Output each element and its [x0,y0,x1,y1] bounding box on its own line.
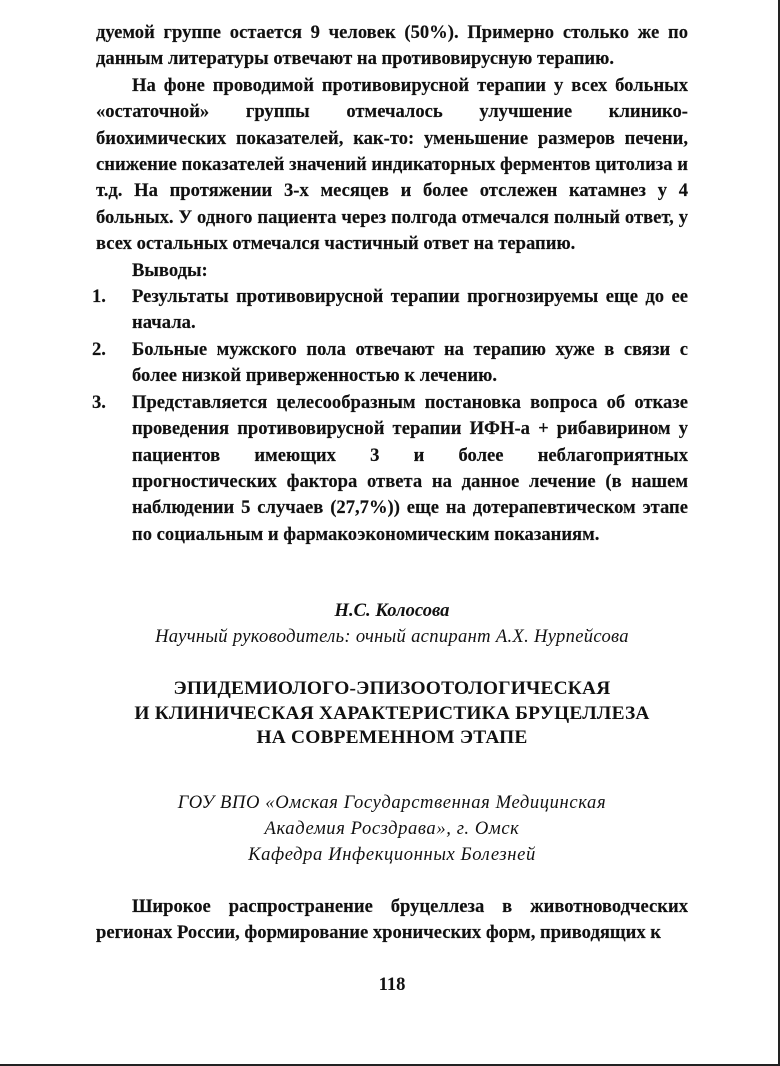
conclusions-list [92,284,688,548]
conclusion-item [92,390,688,548]
article-author: Н.С. Колосова [334,600,450,621]
conclusion-number: 3. [92,391,106,413]
article-title [90,677,694,751]
affiliation-line: Кафедра Инфекционных Болезней [248,844,536,865]
conclusion-item [92,337,688,390]
conclusions-heading: Выводы: [132,259,208,281]
article-title-line: ЭПИДЕМИОЛОГО-ЭПИЗООТОЛОГИЧЕСКАЯ [173,678,611,699]
article-body [96,894,688,947]
paragraph-therapy-results: На фоне проводимой противовирусной терапии у всех больных «остаточной» группы отмечалось улучшение клинико-биохимических показателей, как-то: уменьшение размеров печени, снижение показателей значений индикаторных ферментов цитолиза и т.д. На протяжении 3-х месяцев и более отслежен катамнез у 4 больных. У одного пациента через полгода отмечался полный ответ, у всех остальных отмечался частичный ответ на терапию. [96,74,688,255]
page-number: 118 [378,974,406,995]
article-title-line: И КЛИНИЧЕСКАЯ ХАРАКТЕРИСТИКА БРУЦЕЛЛЕЗА [134,702,650,724]
affiliation-line: ГОУ ВПО «Омская Государственная Медицинская [177,792,607,813]
document-page [92,20,688,995]
affiliation-line: Академия Росздрава», г. Омск [264,818,520,839]
paragraph-continuation: дуемой группе остается 9 человек (50%). Примерно столько же по данным литературы отвечают на противовирусную терапию. [96,22,688,70]
conclusion-number: 2. [92,338,106,360]
conclusion-item [92,284,688,337]
conclusion-number: 1. [92,286,106,308]
conclusion-text: Представляется целесообразным постановка вопроса об отказе проведения противовирусной терапии ИФН-а + рибавирином у пациентов имеющих 3 и более неблагоприятных прогностических фактора ответа на данное лечение (в нашем наблюдении 5 случаев (27,7%)) еще на дотерапевтическом этапе по социальным и фармакоэкономическим показаниям. [132,391,688,545]
conclusion-text: Результаты противовирусной терапии прогнозируемы еще до ее начала. [132,286,688,334]
conclusion-text: Больные мужского пола отвечают на терапию хуже в связи с более низкой приверженностью к лечению. [132,338,688,387]
article-affiliation [96,790,688,868]
article-intro-paragraph: Широкое распространение бруцеллеза в животноводческих регионах России, формирование хронических форм, приводящих к [96,896,688,944]
article-advisor: Научный руководитель: очный аспирант А.Х. Нурпейсова [155,626,629,647]
article-title-line: НА СОВРЕМЕННОМ ЭТАПЕ [256,727,528,749]
